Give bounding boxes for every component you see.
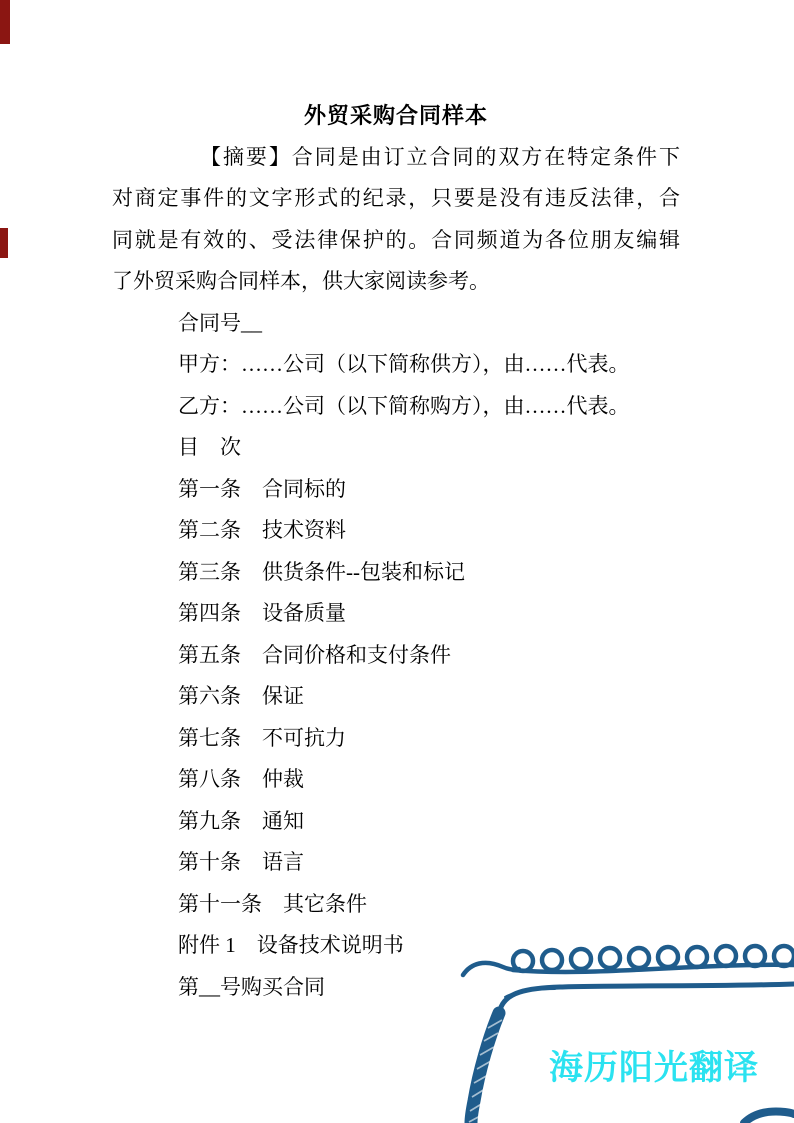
toc-item: 第五条 合同价格和支付条件: [178, 642, 451, 667]
toc-heading: 目 次: [178, 435, 241, 459]
page-edge-mark-top: [0, 0, 10, 44]
abstract-line: 同就是有效的、受法律保护的。合同频道为各位朋友编辑: [112, 227, 680, 252]
purchase-contract-line: 第__号购买合同: [178, 974, 325, 999]
contract-document: [112, 0, 680, 1008]
doodle-frame-decoration-icon: [455, 925, 794, 1123]
toc-item: 第十一条 其它条件: [178, 891, 367, 916]
abstract-line: 对商定事件的文字形式的纪录，只要是没有违反法律，合: [112, 186, 680, 210]
page-edge-mark-mid: [0, 228, 8, 258]
party-b-line: 乙方：……公司（以下简称购方），由……代表。: [178, 393, 630, 418]
page-title: 外贸采购合同样本: [303, 103, 488, 128]
toc-item: 第四条 设备质量: [178, 601, 346, 625]
toc-item: 第一条 合同标的: [178, 476, 346, 501]
toc-item: 第三条 供货条件--包装和标记: [178, 559, 465, 584]
abstract-line: 了外贸采购合同样本，供大家阅读参考。: [112, 269, 490, 293]
attachment-line: 附件 1 设备技术说明书: [178, 933, 404, 957]
toc-item: 第二条 技术资料: [178, 518, 346, 542]
toc-item: 第九条 通知: [178, 808, 304, 833]
abstract-line: 【摘要】合同是由订立合同的双方在特定条件下: [200, 144, 680, 169]
toc-item: 第十条 语言: [178, 850, 304, 874]
party-a-line: 甲方：……公司（以下简称供方），由……代表。: [178, 352, 630, 376]
watermark-text: 海历阳光翻译: [549, 1049, 759, 1087]
toc-item: 第七条 不可抗力: [178, 725, 346, 750]
toc-item: 第六条 保证: [178, 684, 304, 708]
toc-item: 第八条 仲裁: [178, 767, 304, 791]
contract-number-line: 合同号__: [178, 310, 262, 335]
